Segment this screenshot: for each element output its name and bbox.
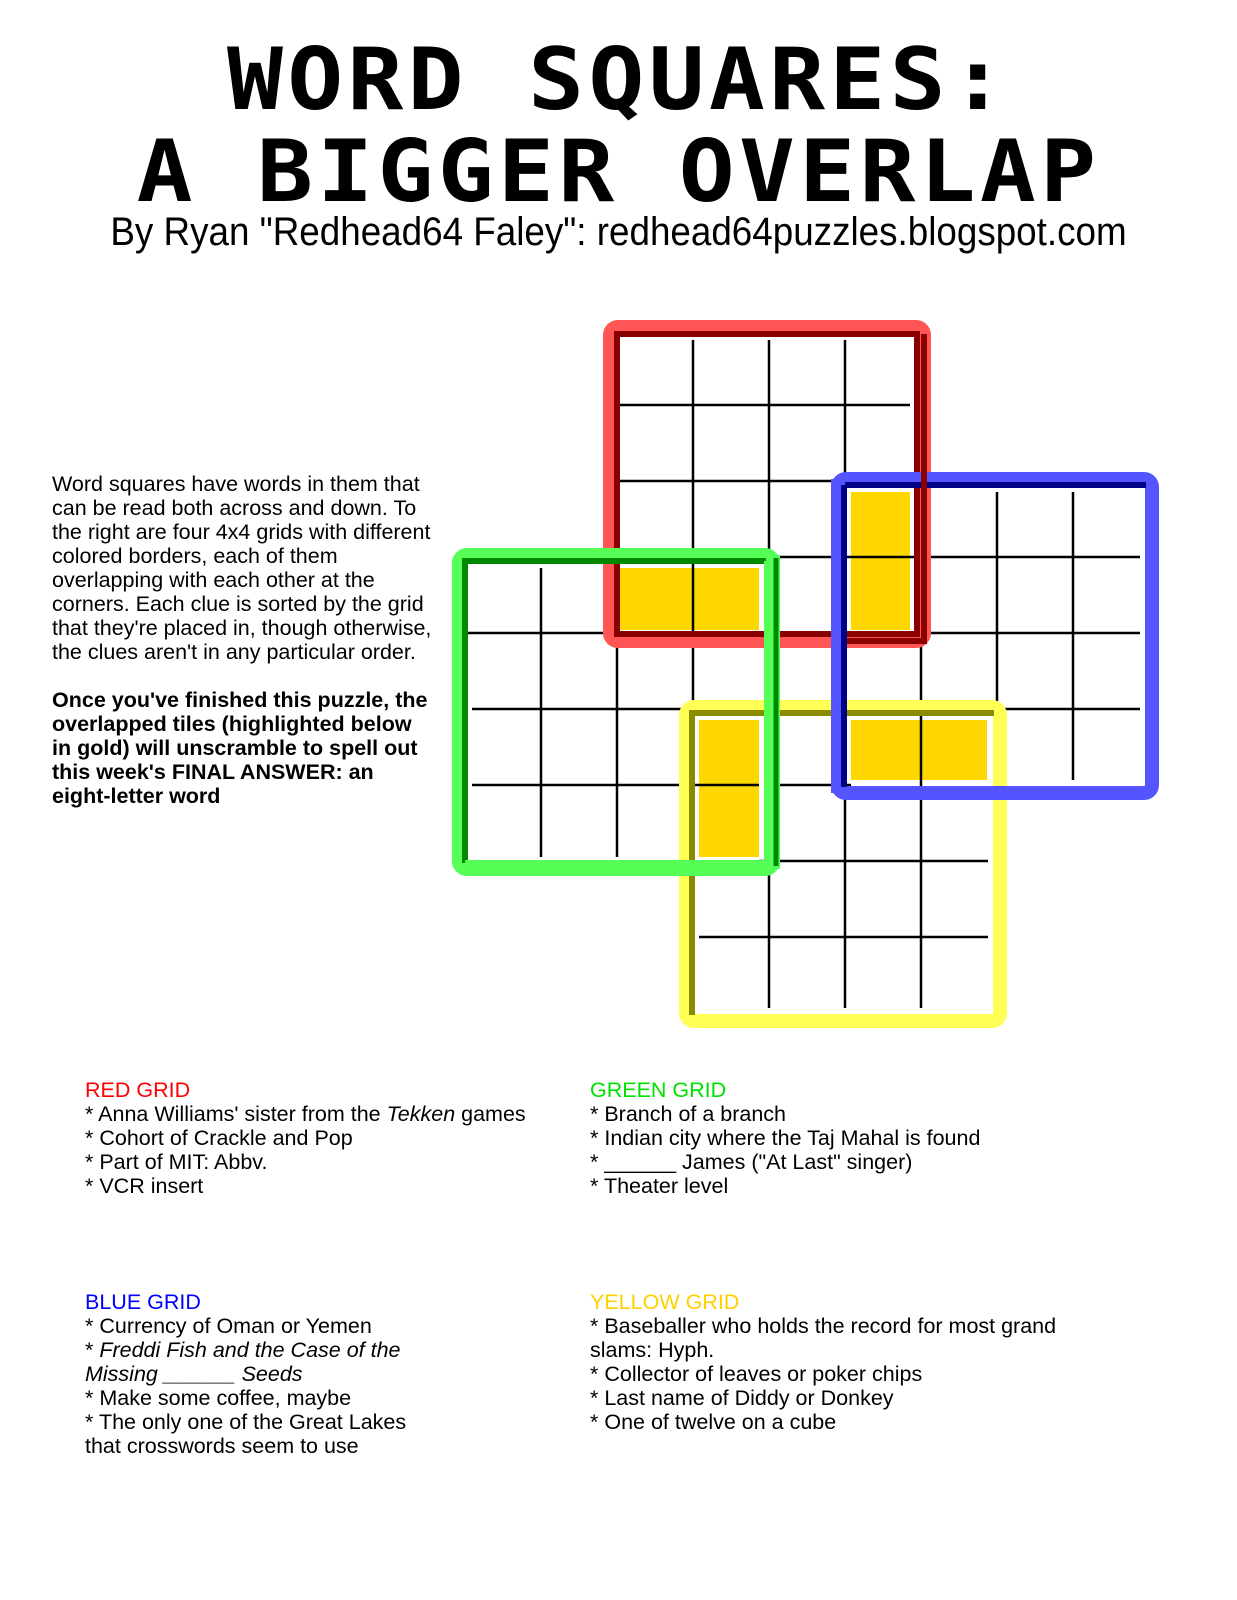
title-line-2: A BIGGER OVERLAP: [136, 122, 1101, 222]
clue-item: * Branch of a branch: [590, 1102, 1150, 1126]
blue-grid-heading: BLUE GRID: [85, 1290, 201, 1314]
clue-item: * Part of MIT: Abbv.: [85, 1150, 565, 1174]
green-frame-right-edge: [773, 555, 776, 869]
red-grid-heading: RED GRID: [85, 1078, 191, 1102]
blue-grid-clues: [85, 1290, 425, 1458]
gold-cell[interactable]: [699, 785, 759, 857]
clue-item: * VCR insert: [85, 1174, 565, 1198]
clue-item: * Collector of leaves or poker chips: [590, 1362, 1120, 1386]
yellow-grid-clues: [590, 1290, 1120, 1434]
gold-cell[interactable]: [699, 720, 759, 785]
title-line-1: WORD SQUARES:: [226, 30, 1011, 130]
clue-item: * Baseballer who holds the record for most grand slams: Hyph.: [590, 1314, 1120, 1362]
gold-cells: [617, 492, 987, 857]
clue-item: * Make some coffee, maybe: [85, 1386, 425, 1410]
clue-item: * The only one of the Great Lakes that crosswords seem to use: [85, 1410, 425, 1458]
author-byline: By Ryan "Redhead64 Faley": redhead64puzzles.blogspot.com: [110, 210, 1127, 254]
clue-item: * Cohort of Crackle and Pop: [85, 1126, 565, 1150]
clue-item: * Freddi Fish and the Case of the Missing ______ Seeds: [85, 1338, 425, 1386]
gold-cell[interactable]: [693, 568, 759, 630]
red-grid-clues: [85, 1078, 565, 1198]
clue-item: * Anna Williams' sister from the Tekken games: [85, 1102, 565, 1126]
final-answer-instructions: Once you've finished this puzzle, the overlapped tiles (highlighted below in gold) will unscramble to spell out this week's FINAL ANSWER: an eight-letter word: [52, 688, 428, 808]
green-grid-clues: [590, 1078, 1150, 1198]
instructions-paragraph: Word squares have words in them that can be read both across and down. To the right are four 4x4 grids with different colored borders, each of them overlapping with each other at the corners. Each clue is sorted by the grid that they're placed in, though otherwise, the clues aren't in any particular order.: [52, 472, 432, 664]
clue-item: * Currency of Oman or Yemen: [85, 1314, 425, 1338]
clue-item: * Last name of Diddy or Donkey: [590, 1386, 1120, 1410]
clue-item: * One of twelve on a cube: [590, 1410, 1120, 1434]
gold-cell[interactable]: [851, 720, 921, 780]
gold-cell[interactable]: [851, 557, 910, 630]
gold-cell[interactable]: [851, 492, 910, 557]
grid-lines: [452, 340, 1140, 1008]
clue-item: * Indian city where the Taj Mahal is found: [590, 1126, 1150, 1150]
clue-item: * Theater level: [590, 1174, 1150, 1198]
clue-item: * ______ James ("At Last" singer): [590, 1150, 1150, 1174]
gold-cell[interactable]: [617, 568, 693, 630]
yellow-grid-heading: YELLOW GRID: [590, 1290, 740, 1314]
green-grid-heading: GREEN GRID: [590, 1078, 727, 1102]
gold-cell[interactable]: [921, 720, 987, 780]
blue-frame-left-edge: [838, 479, 844, 793]
